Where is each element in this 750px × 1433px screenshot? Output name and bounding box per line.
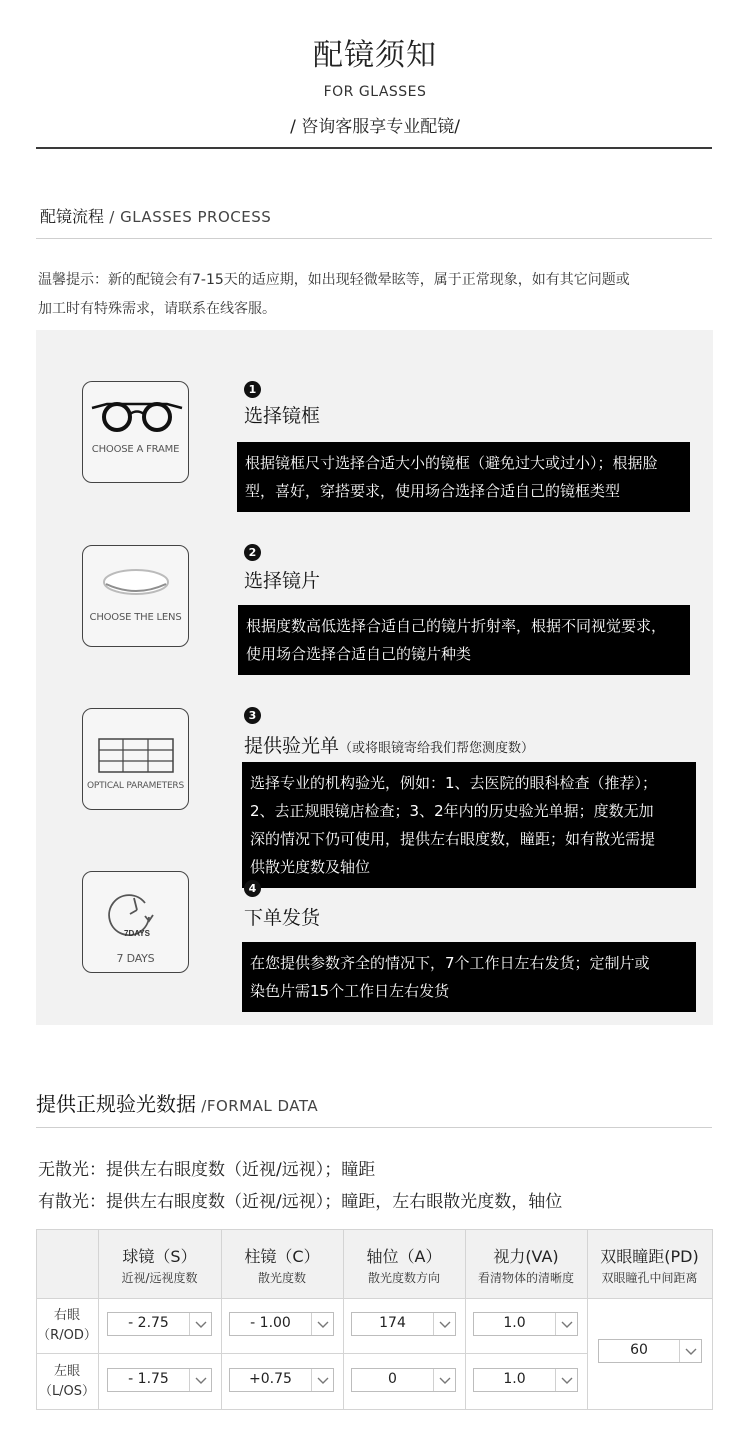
chevron-down-icon bbox=[189, 1313, 211, 1335]
table-divider bbox=[37, 1353, 587, 1354]
astigmatism-requirement: 有散光：提供左右眼度数（近视/远视）；瞳距，左右眼散光度数，轴位 bbox=[38, 1192, 563, 1212]
left-axis-select[interactable] bbox=[351, 1368, 456, 1392]
step-description bbox=[242, 942, 696, 1012]
notice-line: 加工时有特殊需求，请联系在线客服。 bbox=[38, 301, 276, 317]
icon-caption: CHOOSE A FRAME bbox=[91, 444, 180, 455]
table-grid-icon bbox=[83, 709, 190, 811]
selected-value: +0.75 bbox=[249, 1371, 292, 1387]
column-title: 柱镜（C） bbox=[244, 1247, 320, 1266]
row-label-code: （R/OD） bbox=[37, 1328, 97, 1343]
notice-text bbox=[38, 266, 718, 324]
step-title bbox=[244, 731, 534, 758]
right-sphere-select[interactable] bbox=[107, 1312, 212, 1336]
selected-value: 0 bbox=[388, 1371, 397, 1387]
corner-header-cell bbox=[37, 1230, 98, 1298]
description-line: 根据镜框尺寸选择合适大小的镜框（避免过大或过小）；根据脸 bbox=[245, 454, 658, 472]
choose-lens-card bbox=[82, 545, 189, 647]
description-line: 在您提供参数齐全的情况下，7个工作日左右发货；定制片或 bbox=[250, 954, 650, 972]
right-axis-select[interactable] bbox=[351, 1312, 456, 1336]
selected-value: - 1.75 bbox=[128, 1371, 169, 1387]
selected-value: - 2.75 bbox=[128, 1315, 169, 1331]
choose-frame-card bbox=[82, 381, 189, 483]
row-label: 左眼 bbox=[53, 1364, 80, 1379]
column-subtitle: 近视/远视度数 bbox=[121, 1271, 198, 1285]
page-title: 配镜须知 bbox=[313, 38, 437, 73]
chevron-down-icon bbox=[311, 1313, 333, 1335]
step-title-text: 提供验光单 bbox=[244, 735, 340, 757]
column-header-cylinder bbox=[221, 1230, 343, 1298]
description-line: 使用场合选择合适自己的镜片种类 bbox=[246, 645, 472, 663]
header-divider bbox=[36, 147, 712, 149]
column-subtitle: 双眼瞳孔中间距离 bbox=[601, 1271, 698, 1285]
right-va-select[interactable] bbox=[473, 1312, 578, 1336]
description-line: 选择专业的机构验光，例如：1、去医院的眼科检查（推荐）； bbox=[250, 774, 658, 792]
step-title-note: （或将眼镜寄给我们帮您测度数） bbox=[339, 741, 535, 756]
process-title-en: / GLASSES PROCESS bbox=[104, 208, 272, 226]
formal-title-en: /FORMAL DATA bbox=[196, 1097, 319, 1115]
formal-divider bbox=[36, 1127, 712, 1128]
description-line: 2、去正规眼镜店检查；3、2年内的历史验光单据；度数无加 bbox=[250, 802, 654, 820]
chevron-down-icon bbox=[679, 1340, 701, 1362]
column-header-va bbox=[465, 1230, 587, 1298]
selected-value: 60 bbox=[630, 1342, 648, 1358]
column-title: 双眼瞳距(PD) bbox=[600, 1247, 699, 1266]
process-panel bbox=[36, 330, 713, 1025]
left-va-select[interactable] bbox=[473, 1368, 578, 1392]
column-header-axis bbox=[343, 1230, 465, 1298]
chevron-down-icon bbox=[555, 1313, 577, 1335]
row-header-right-eye bbox=[37, 1306, 97, 1346]
table-divider bbox=[98, 1230, 99, 1409]
column-title: 球镜（S） bbox=[122, 1247, 197, 1266]
selected-value: 1.0 bbox=[503, 1371, 526, 1387]
lens-icon bbox=[83, 546, 190, 648]
row-header-left-eye bbox=[37, 1362, 97, 1402]
pd-select[interactable] bbox=[598, 1339, 702, 1363]
column-subtitle: 散光度数 bbox=[257, 1271, 306, 1285]
table-divider bbox=[37, 1298, 712, 1299]
step-title: 下单发货 bbox=[244, 907, 321, 929]
row-label-code: （L/OS） bbox=[38, 1384, 96, 1399]
description-line: 根据度数高低选择合适自己的镜片折射率，根据不同视觉要求， bbox=[246, 617, 667, 635]
table-divider bbox=[221, 1230, 222, 1409]
icon-caption: 7 DAYS bbox=[116, 952, 155, 965]
formal-section-title bbox=[36, 1088, 318, 1117]
optical-parameters-card bbox=[82, 708, 189, 810]
page-tagline: / 咨询客服享专业配镜/ bbox=[290, 117, 460, 137]
column-title: 轴位（A） bbox=[366, 1247, 442, 1266]
selected-value: - 1.00 bbox=[250, 1315, 291, 1331]
table-divider bbox=[587, 1230, 588, 1409]
icon-caption: OPTICAL PARAMETERS bbox=[86, 781, 185, 791]
column-header-sphere bbox=[98, 1230, 221, 1298]
chevron-down-icon bbox=[433, 1313, 455, 1335]
seven-days-card bbox=[82, 871, 189, 973]
column-subtitle: 看清物体的清晰度 bbox=[477, 1271, 574, 1285]
process-section-title bbox=[40, 204, 271, 227]
description-line: 型，喜好，穿搭要求，使用场合选择合适自己的镜框类型 bbox=[245, 482, 621, 500]
column-title: 视力(VA) bbox=[493, 1247, 559, 1266]
chevron-down-icon bbox=[189, 1369, 211, 1391]
left-sphere-select[interactable] bbox=[107, 1368, 212, 1392]
step-number: 2 bbox=[244, 544, 261, 561]
prescription-table bbox=[36, 1229, 713, 1410]
step-description bbox=[238, 605, 690, 675]
table-divider bbox=[465, 1230, 466, 1409]
row-label: 右眼 bbox=[53, 1308, 80, 1323]
table-divider bbox=[343, 1230, 344, 1409]
step-description bbox=[237, 442, 690, 512]
step-number: 3 bbox=[244, 707, 261, 724]
page-subtitle: FOR GLASSES bbox=[323, 84, 427, 100]
selected-value: 1.0 bbox=[503, 1315, 526, 1331]
chevron-down-icon bbox=[433, 1369, 455, 1391]
glasses-frame-icon bbox=[83, 382, 190, 484]
column-subtitle: 散光度数方向 bbox=[367, 1271, 440, 1285]
process-title-cn: 配镜流程 bbox=[40, 207, 105, 226]
step-title: 选择镜片 bbox=[244, 570, 321, 592]
process-divider bbox=[36, 238, 712, 239]
formal-title-cn: 提供正规验光数据 bbox=[36, 1092, 196, 1116]
clock-icon-label: 7DAYS bbox=[124, 929, 150, 938]
selected-value: 174 bbox=[379, 1315, 406, 1331]
description-line: 深的情况下仍可使用，提供左右眼度数，瞳距；如有散光需提 bbox=[250, 830, 656, 848]
icon-caption: CHOOSE THE LENS bbox=[89, 612, 182, 623]
left-cylinder-select[interactable] bbox=[229, 1368, 334, 1392]
step-number: 4 bbox=[244, 880, 261, 897]
right-cylinder-select[interactable] bbox=[229, 1312, 334, 1336]
step-number: 1 bbox=[244, 381, 261, 398]
no-astigmatism-requirement: 无散光：提供左右眼度数（近视/远视）；瞳距 bbox=[38, 1160, 376, 1180]
description-line: 供散光度数及轴位 bbox=[250, 858, 371, 876]
chevron-down-icon bbox=[311, 1369, 333, 1391]
step-title: 选择镜框 bbox=[244, 405, 321, 427]
chevron-down-icon bbox=[555, 1369, 577, 1391]
step-description bbox=[242, 762, 696, 888]
notice-line: 温馨提示：新的配镜会有7-15天的适应期，如出现轻微晕眩等，属于正常现象，如有其它问题或 bbox=[38, 272, 630, 288]
column-header-pd bbox=[587, 1230, 712, 1298]
description-line: 染色片需15个工作日左右发货 bbox=[250, 982, 450, 1000]
